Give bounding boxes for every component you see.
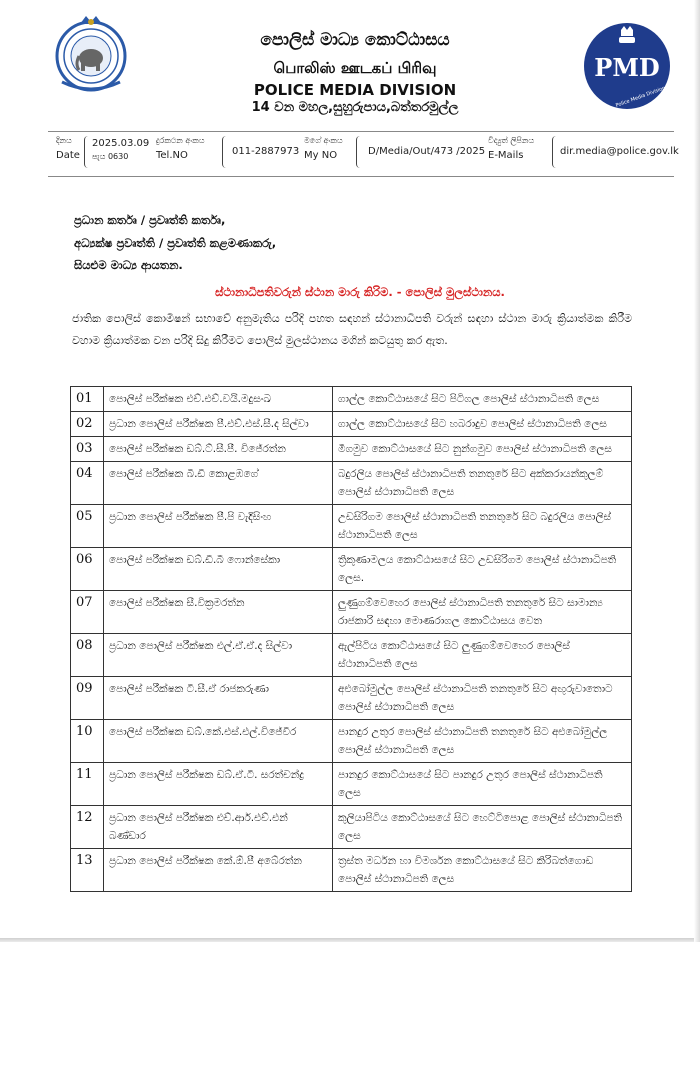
row-number: 02 <box>71 412 104 437</box>
date-label-en: Date <box>56 150 80 161</box>
tel-label <box>156 136 205 161</box>
table-row <box>71 412 632 437</box>
table-row <box>71 548 632 591</box>
transfer-detail: බදුරලිය පොලිස් ස්ථානාධිපති තනතුරේ සිට අක්කරායන්කුලම් පොලිස් ස්ථානාධිපති ලෙස <box>333 462 632 505</box>
header-title-english: POLICE MEDIA DIVISION <box>253 81 457 99</box>
officer-name: පොලිස් පරීක්ෂක ඩබ්.කේ.එස්.එල්.විජේවීර <box>104 720 333 763</box>
row-number: 12 <box>71 806 104 849</box>
time-value: 0630 <box>107 152 129 161</box>
transfer-detail: පානදුර උතුර පොලිස් ස්ථානාධිපති තනතුරේ සිට අළුබෝමුල්ල පොලිස් ස්ථානාධිපති ලෙස <box>333 720 632 763</box>
scan-page-shadow <box>694 0 700 942</box>
brace-divider <box>222 136 229 168</box>
table-row <box>71 720 632 763</box>
header-title-tamil: பொலிஸ் ஊடகப் பிரிவு <box>273 59 437 77</box>
body-paragraph: ජාතික පොලිස් කොමිෂන් සභාවේ අනුමැතිය පරිදි පහත සඳහන් ස්ථානාධිපති වරුන් සඳහා ස්ථාන මාරු ක්‍රියාත්මක කිරීම වහාම ක්‍රියාත්මක වන පරිදි සිදු කිරීමට පොලිස් මුලස්ථානය මගින් කටයුතු කර ඇත. <box>72 312 632 347</box>
transfer-detail: ත්‍රිකුණාමලය කොට්ඨාසයේ සිට උඩසිරිගම පොලිස් ස්ථානාධිපති ලෙස. <box>333 548 632 591</box>
date-value: 2025.03.09 <box>92 138 150 149</box>
officer-name: පොලිස් පරීක්ෂක බී.ඩී කොළඹගේ <box>104 462 333 505</box>
officer-name: පොලිස් පරීක්ෂක ටී.සී.ඒ රාජකරුණා <box>104 677 333 720</box>
table-row <box>71 505 632 548</box>
officer-name: ප්‍රධාන පොලිස් පරීක්ෂක පී.පි වැදිසිංහ <box>104 505 333 548</box>
police-emblem-icon <box>50 12 132 94</box>
tel-value: 011-2887973 <box>232 146 300 157</box>
addressee-line: සියළුම මාධ්‍ය ආයතන. <box>74 258 183 272</box>
officer-name: පොලිස් පරීක්ෂක එච්.එච්.වයි.මදුසංඛ <box>104 387 333 412</box>
officer-name: පොලිස් පරීක්ෂක ඩබ්.ඩී.බී ෆොන්සේකා <box>104 548 333 591</box>
email-label-si: විද්‍යුත් ලිපිනය <box>488 136 535 145</box>
reference-strip <box>48 131 679 177</box>
email-label <box>488 136 534 161</box>
pmd-logo-subtext: Police Media Division <box>614 85 667 109</box>
transfer-detail: කුලියාපිටිය කොට්ඨාසයේ සිට හෙට්ටිපොළ පොලිස් ස්ථානාධිපති ලෙස <box>333 806 632 849</box>
transfer-detail: ඇල්පිටිය කොට්ඨාසයේ සිට ලුණුගම්වෙහෙර පොලිස් ස්ථානාධිපති ලෙස <box>333 634 632 677</box>
officer-name: ප්‍රධාන පොලිස් පරීක්ෂක කේ.ඕ.පී අබේරත්න <box>104 849 333 892</box>
table-row <box>71 849 632 892</box>
row-number: 09 <box>71 677 104 720</box>
table-row <box>71 462 632 505</box>
brace-divider <box>84 136 91 168</box>
officer-name: පොලිස් පරීක්ෂක ඩබ්.ට්.සී.පී. විජේරත්න <box>104 437 333 462</box>
transfer-detail: ගාල්ල කොට්ඨාසයේ සිට හබරාදුව පොලිස් ස්ථානාධිපති ලෙස <box>333 412 632 437</box>
officer-name: ප්‍රධාන පොලිස් පරීක්ෂක ඩබ්.ඒ.ටී. සරත්චන්ද්‍ර <box>104 763 333 806</box>
time-label: පැය <box>92 152 106 161</box>
officer-name: පොලිස් පරීක්ෂක සී.වික්‍රමරත්න <box>104 591 333 634</box>
my-no-label-en: My NO <box>304 150 338 161</box>
transfer-detail: අළුබෝමුල්ල පොලිස් ස්ථානාධිපති තනතුරේ සිට අඟුරුවාතොට පොලිස් ස්ථානාධිපති ලෙස <box>333 677 632 720</box>
my-no-value: D/Media/Out/473 /2025 <box>368 146 486 157</box>
table-row <box>71 437 632 462</box>
transfer-detail: උඩසිරිගම පොලිස් ස්ථානාධිපති තනතුරේ සිට බදුරලිය පොලිස් ස්ථානාධිපති ලෙස <box>333 505 632 548</box>
table-row <box>71 763 632 806</box>
my-no-label-si: මගේ අංකය <box>304 136 343 145</box>
email-label-en: E-Mails <box>488 150 524 161</box>
row-number: 11 <box>71 763 104 806</box>
table-row <box>71 387 632 412</box>
transfer-detail: මීගමුව කොට්ඨාසයේ සිට නුන්ගමුව පොලිස් ස්ථානාධිපති ලෙස <box>333 437 632 462</box>
addressee-line: ප්‍රධාන කර්තෘ / ප්‍රවෘත්ති කර්තෘ, <box>74 213 226 227</box>
row-number: 06 <box>71 548 104 591</box>
scan-page-edge <box>0 938 700 942</box>
table-row <box>71 677 632 720</box>
row-number: 03 <box>71 437 104 462</box>
subject-heading: ස්ථානාධිපතිවරුන් ස්ථාන මාරු කිරිම. - පොලිස් මුලස්ථානය. <box>215 285 505 299</box>
transfers-table <box>70 386 632 892</box>
pmd-logo-text: PMD <box>594 53 660 82</box>
row-number: 10 <box>71 720 104 763</box>
table-row <box>71 806 632 849</box>
header-title-sinhala: පොලිස් මාධ්‍ය කොට්ඨාසය <box>260 30 450 50</box>
transfer-detail: ත්‍රස්ත මර්ධන හා විමර්ශන කොට්ඨාසයේ සිට කිරිබත්ගොඩ පොලිස් ස්ථානාධිපති ලෙස <box>333 849 632 892</box>
officer-name: ප්‍රධාන පොලිස් පරීක්ෂක එල්.ඒ.ඒ.ද සිල්වා <box>104 634 333 677</box>
brace-divider <box>552 136 559 168</box>
pmd-logo-icon <box>583 22 671 110</box>
addressee-line: අධ්‍යක්ෂ ප්‍රවෘත්ති / ප්‍රවෘත්ති කළමණාකරු, <box>74 236 277 250</box>
brace-divider <box>356 136 363 168</box>
date-label <box>56 136 80 161</box>
tel-label-si: දුරකථන අංකය <box>156 136 205 145</box>
table-row <box>71 591 632 634</box>
tel-label-en: Tel.NO <box>156 150 188 161</box>
email-value: dir.media@police.gov.lk <box>560 146 679 157</box>
row-number: 07 <box>71 591 104 634</box>
officer-name: ප්‍රධාන පොලිස් පරීක්ෂක එච්.ආර්.එච්.එන් බණ්ඩාර <box>104 806 333 849</box>
transfer-detail: ගාල්ල කොට්ඨාසයේ සිට පිටිගල පොලිස් ස්ථානාධිපති ලෙස <box>333 387 632 412</box>
header-address: 14 වන මහල,සුහුරුපාය,බත්තරමුල්ල <box>251 100 459 115</box>
date-label-si: දිනය <box>56 136 72 145</box>
my-no-label <box>304 136 343 161</box>
transfer-detail: පානදුර කොට්ඨාසයේ සිට පානදුර උතුර පොලිස් ස්ථානාධිපති ලෙස <box>333 763 632 806</box>
row-number: 04 <box>71 462 104 505</box>
table-row <box>71 634 632 677</box>
row-number: 08 <box>71 634 104 677</box>
transfer-detail: ලුණුගම්වෙහෙර පොලිස් ස්ථානාධිපති තනතුරේ සිට සාමාන්‍ය රාජකාරි සඳහා මොණරාගල කොට්ඨාසය වෙත <box>333 591 632 634</box>
row-number: 01 <box>71 387 104 412</box>
row-number: 13 <box>71 849 104 892</box>
officer-name: ප්‍රධාන පොලිස් පරීක්ෂක පී.එච්.එස්.සී.ද සිල්වා <box>104 412 333 437</box>
row-number: 05 <box>71 505 104 548</box>
